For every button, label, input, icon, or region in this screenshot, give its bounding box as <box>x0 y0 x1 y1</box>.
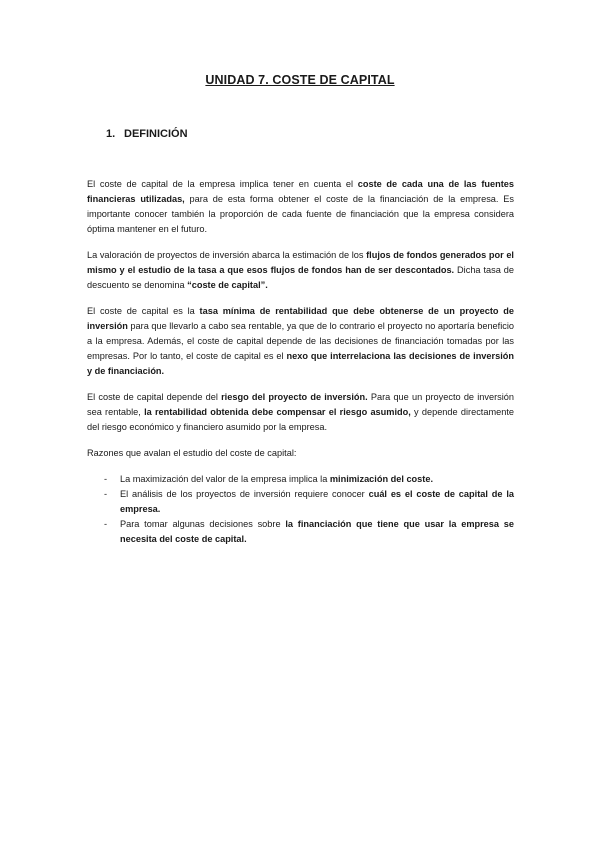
list-item-text <box>120 519 514 544</box>
bold-text: tasa mínima de rentabilidad que debe obtenerse de un proyecto de inversión <box>87 306 515 331</box>
paragraph <box>87 248 514 293</box>
bold-text: la financiación que tiene que usar la empresa se necesita del coste de capital. <box>120 519 514 544</box>
list-item-text <box>120 474 433 484</box>
document-body <box>87 177 514 547</box>
bold-text: la rentabilidad obtenida debe compensar el riesgo asumido, <box>144 407 411 417</box>
list-item <box>87 472 514 487</box>
text-run: Para que un proyecto de inversión sea rentable, <box>87 392 515 417</box>
text-run: La valoración de proyectos de inversión abarca la estimación de los <box>87 250 367 260</box>
bold-text: minimización del coste. <box>329 474 434 484</box>
text-run: Dicha tasa de descuento se denomina <box>87 265 514 290</box>
section-number: 1. <box>106 128 116 140</box>
text-run: El coste de capital de la empresa implica tener en cuenta el <box>87 179 358 189</box>
text-run: y depende directamente del riesgo económico y financiero asumido por la empresa. <box>87 407 514 432</box>
bold-text: coste de cada una de las fuentes financieras utilizadas, <box>87 179 515 204</box>
paragraph <box>87 390 514 435</box>
paragraph <box>87 304 514 379</box>
text-run: El coste de capital depende del <box>87 392 222 402</box>
reasons-list <box>87 472 514 547</box>
text-run: El coste de capital es la <box>87 306 200 316</box>
bold-text: nexo que interrelaciona las decisiones de inversión y de financiación. <box>87 351 514 376</box>
bold-text: cuál es el coste de capital de la empresa. <box>120 489 514 514</box>
list-item <box>87 517 514 547</box>
bullet-marker: - <box>104 474 108 484</box>
section-label: DEFINICIÓN <box>124 128 188 140</box>
text-run: Para tomar algunas decisiones sobre <box>120 519 286 529</box>
bold-text: riesgo del proyecto de inversión. <box>221 392 368 402</box>
page-title: UNIDAD 7. COSTE DE CAPITAL <box>205 73 395 87</box>
paragraph <box>87 177 514 237</box>
bullet-marker: - <box>104 489 108 499</box>
bold-text: flujos de fondos generados por el mismo y el estudio de la tasa a que esos flujos de fondos han de ser descontados. <box>87 250 514 275</box>
paragraph <box>87 446 514 461</box>
text-run: para de esta forma obtener el coste de la financiación de la empresa. Es importante conocer también la proporción de cada fuente de financiación que la empresa considera óptima mantener en el futuro. <box>87 194 514 234</box>
text-run: El análisis de los proyectos de inversión requiere conocer <box>120 489 369 499</box>
text-run: Razones que avalan el estudio del coste de capital: <box>87 448 297 458</box>
list-item-text <box>120 489 514 514</box>
list-item <box>87 487 514 517</box>
section-heading <box>106 128 188 140</box>
text-run: La maximización del valor de la empresa implica la <box>120 474 330 484</box>
text-run: para que llevarlo a cabo sea rentable, ya que de lo contrario el proyecto no aportaría beneficio a la empresa. Además, el coste de capital depende de las decisiones de financiación tomadas por las empresas. Por lo tanto, el coste de capital es el <box>87 321 514 361</box>
bold-text: “coste de capital”. <box>187 280 268 290</box>
bullet-marker: - <box>104 519 108 529</box>
